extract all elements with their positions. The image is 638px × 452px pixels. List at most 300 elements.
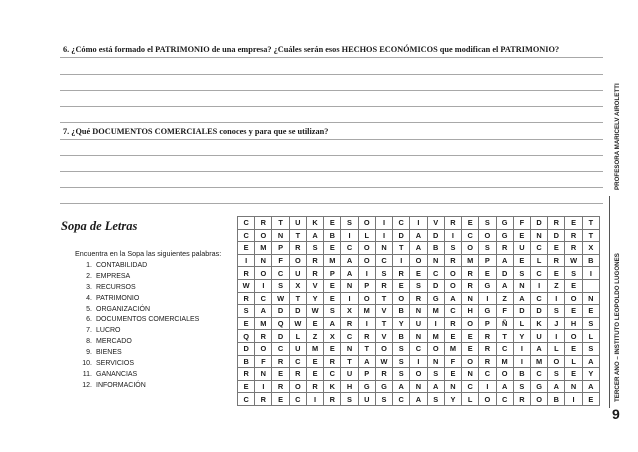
grid-cell: I xyxy=(479,292,496,305)
grid-cell: T xyxy=(582,217,599,230)
grid-cell: R xyxy=(462,279,479,292)
grid-cell: E xyxy=(582,393,599,406)
grid-cell: T xyxy=(289,292,306,305)
grid-cell: A xyxy=(496,279,513,292)
grid-cell: C xyxy=(238,229,255,242)
grid-cell: Z xyxy=(306,330,323,343)
grid-cell: M xyxy=(427,330,444,343)
grid-cell: I xyxy=(530,279,547,292)
grid-cell: O xyxy=(444,267,461,280)
grid-cell: M xyxy=(462,254,479,267)
grid-cell: L xyxy=(513,317,530,330)
word-list-item xyxy=(80,315,199,326)
grid-cell: R xyxy=(272,355,289,368)
grid-cell: E xyxy=(306,368,323,381)
grid-cell: K xyxy=(530,317,547,330)
grid-cell: E xyxy=(462,217,479,230)
grid-cell: A xyxy=(530,342,547,355)
grid-cell: I xyxy=(375,217,392,230)
grid-cell: U xyxy=(513,242,530,255)
grid-cell: N xyxy=(255,368,272,381)
grid-cell: I xyxy=(341,229,358,242)
word-list-item xyxy=(80,272,199,283)
grid-cell: T xyxy=(272,217,289,230)
grid-cell: I xyxy=(393,254,410,267)
grid-cell: Q xyxy=(272,317,289,330)
grid-cell: U xyxy=(530,330,547,343)
grid-cell: I xyxy=(255,380,272,393)
grid-row xyxy=(238,292,600,305)
grid-cell: W xyxy=(565,254,582,267)
word-list xyxy=(80,261,199,392)
grid-cell: E xyxy=(582,305,599,318)
grid-cell: I xyxy=(513,342,530,355)
grid-cell: R xyxy=(462,267,479,280)
grid-cell: G xyxy=(358,380,375,393)
grid-cell: I xyxy=(358,267,375,280)
grid-cell: E xyxy=(513,254,530,267)
answer-line xyxy=(60,139,603,140)
grid-cell: C xyxy=(341,330,358,343)
grid-cell: P xyxy=(358,368,375,381)
grid-cell: M xyxy=(444,342,461,355)
grid-row xyxy=(238,330,600,343)
grid-cell: S xyxy=(272,279,289,292)
grid-cell: A xyxy=(341,267,358,280)
grid-cell: C xyxy=(289,393,306,406)
grid-cell: D xyxy=(530,305,547,318)
professor-name: PROFESORA MARICELV AIROLETTI xyxy=(614,83,621,190)
grid-cell: U xyxy=(410,317,427,330)
grid-cell: E xyxy=(324,242,341,255)
grid-cell: S xyxy=(427,368,444,381)
grid-cell: E xyxy=(565,342,582,355)
word-list-item xyxy=(80,261,199,272)
grid-cell: R xyxy=(272,380,289,393)
grid-cell: C xyxy=(530,267,547,280)
word-search-grid xyxy=(237,216,600,406)
grid-cell: P xyxy=(324,267,341,280)
grid-cell: T xyxy=(341,355,358,368)
grid-cell: C xyxy=(496,342,513,355)
grid-cell: E xyxy=(462,330,479,343)
word-list-item xyxy=(80,326,199,337)
grid-cell: O xyxy=(565,292,582,305)
grid-cell: S xyxy=(375,267,392,280)
grid-cell: E xyxy=(272,393,289,406)
grid-cell: L xyxy=(548,342,565,355)
grid-cell: A xyxy=(306,229,323,242)
grid-cell: R xyxy=(565,229,582,242)
word-text: BIENES xyxy=(96,349,122,357)
grid-cell: Y xyxy=(393,317,410,330)
grid-cell: C xyxy=(530,368,547,381)
grid-cell: I xyxy=(341,292,358,305)
grid-cell: X xyxy=(582,242,599,255)
grid-cell: G xyxy=(496,217,513,230)
grid-cell: B xyxy=(393,330,410,343)
grid-cell: C xyxy=(238,217,255,230)
grid-cell: C xyxy=(530,292,547,305)
grid-cell: C xyxy=(393,217,410,230)
grid-cell: E xyxy=(238,380,255,393)
grid-cell: M xyxy=(427,305,444,318)
grid-cell: A xyxy=(410,242,427,255)
grid-cell: I xyxy=(427,317,444,330)
grid-cell: N xyxy=(427,254,444,267)
grid-cell: I xyxy=(513,355,530,368)
grid-cell: G xyxy=(530,380,547,393)
answer-line xyxy=(60,171,603,172)
grid-cell: W xyxy=(238,279,255,292)
page-number: 9 xyxy=(612,406,620,422)
grid-cell: N xyxy=(582,292,599,305)
word-number: 2. xyxy=(86,272,92,280)
grid-cell: X xyxy=(324,330,341,343)
grid-cell: C xyxy=(427,267,444,280)
grid-cell: V xyxy=(427,217,444,230)
grid-cell: X xyxy=(341,305,358,318)
grid-cell: K xyxy=(324,380,341,393)
grid-cell: C xyxy=(393,393,410,406)
grid-cell: C xyxy=(272,342,289,355)
grid-cell: H xyxy=(341,380,358,393)
grid-cell: L xyxy=(462,393,479,406)
grid-row xyxy=(238,279,600,292)
grid-cell: L xyxy=(582,330,599,343)
grid-cell: K xyxy=(306,217,323,230)
grid-cell: O xyxy=(479,229,496,242)
grid-cell: G xyxy=(496,229,513,242)
grid-cell: W xyxy=(289,317,306,330)
grid-cell: S xyxy=(306,242,323,255)
grid-cell: R xyxy=(479,342,496,355)
grid-cell: F xyxy=(513,217,530,230)
word-number: 10. xyxy=(82,360,92,368)
grid-cell: A xyxy=(496,380,513,393)
grid-cell: D xyxy=(530,217,547,230)
grid-cell: I xyxy=(565,393,582,406)
grid-cell: R xyxy=(238,292,255,305)
grid-cell: A xyxy=(410,229,427,242)
grid-cell: S xyxy=(582,342,599,355)
grid-cell: O xyxy=(393,292,410,305)
grid-cell: N xyxy=(341,342,358,355)
grid-cell: O xyxy=(289,380,306,393)
grid-cell: Y xyxy=(306,292,323,305)
grid-cell: V xyxy=(375,330,392,343)
grid-cell: S xyxy=(444,242,461,255)
grid-cell: S xyxy=(238,305,255,318)
grid-cell: P xyxy=(479,317,496,330)
grid-cell: R xyxy=(306,254,323,267)
grid-cell: R xyxy=(375,368,392,381)
grid-cell: O xyxy=(496,368,513,381)
grid-cell: R xyxy=(565,242,582,255)
grid-cell: A xyxy=(548,380,565,393)
margin-divider xyxy=(609,196,610,408)
grid-row xyxy=(238,368,600,381)
grid-cell: A xyxy=(582,380,599,393)
grid-cell: S xyxy=(341,393,358,406)
grid-cell: O xyxy=(375,342,392,355)
grid-cell: A xyxy=(324,317,341,330)
word-text: INFORMACIÓN xyxy=(96,381,146,389)
grid-cell: I xyxy=(358,317,375,330)
grid-cell: N xyxy=(410,305,427,318)
grid-cell: H xyxy=(565,317,582,330)
grid-cell: M xyxy=(496,355,513,368)
grid-cell: O xyxy=(410,254,427,267)
answer-line xyxy=(60,90,603,91)
grid-cell: S xyxy=(548,368,565,381)
grid-cell: A xyxy=(496,254,513,267)
grid-cell: E xyxy=(324,292,341,305)
grid-cell: I xyxy=(548,330,565,343)
grid-cell: R xyxy=(255,330,272,343)
grid-cell: R xyxy=(444,254,461,267)
grid-cell: U xyxy=(358,393,375,406)
grid-cell xyxy=(582,279,599,292)
grid-cell: C xyxy=(324,368,341,381)
question-7: 7. ¿Qué DOCUMENTOS COMERCIALES conoces y para que se utilizan? xyxy=(63,127,329,136)
grid-cell: R xyxy=(444,317,461,330)
grid-cell: R xyxy=(548,217,565,230)
grid-cell: Z xyxy=(548,279,565,292)
grid-cell: M xyxy=(255,317,272,330)
grid-cell: T xyxy=(375,317,392,330)
grid-cell: S xyxy=(427,393,444,406)
grid-cell: V xyxy=(306,279,323,292)
word-number: 4. xyxy=(86,294,92,302)
grid-row xyxy=(238,229,600,242)
grid-cell: D xyxy=(289,305,306,318)
word-text: PATRIMONIO xyxy=(96,294,140,302)
grid-cell: R xyxy=(306,267,323,280)
grid-cell: S xyxy=(341,217,358,230)
grid-cell: R xyxy=(513,393,530,406)
grid-cell: Y xyxy=(582,368,599,381)
grid-cell: X xyxy=(289,279,306,292)
grid-cell: E xyxy=(324,342,341,355)
grid-cell: R xyxy=(444,217,461,230)
grid-cell: S xyxy=(375,393,392,406)
grid-cell: N xyxy=(530,229,547,242)
grid-cell: R xyxy=(238,368,255,381)
grid-cell: O xyxy=(530,393,547,406)
grid-cell: W xyxy=(272,292,289,305)
grid-cell: D xyxy=(272,330,289,343)
grid-cell: N xyxy=(272,229,289,242)
word-number: 1. xyxy=(86,262,92,269)
grid-cell: E xyxy=(565,368,582,381)
grid-cell: Q xyxy=(238,330,255,343)
grid-cell: N xyxy=(341,279,358,292)
grid-row xyxy=(238,393,600,406)
grid-cell: A xyxy=(393,380,410,393)
grid-cell: P xyxy=(272,242,289,255)
grid-cell: C xyxy=(238,393,255,406)
grid-cell: M xyxy=(358,305,375,318)
grid-cell: O xyxy=(548,355,565,368)
grid-cell: B xyxy=(238,355,255,368)
grid-cell: G xyxy=(479,305,496,318)
grid-cell: T xyxy=(496,330,513,343)
grid-cell: E xyxy=(479,267,496,280)
grid-cell: S xyxy=(582,317,599,330)
grid-cell: L xyxy=(530,254,547,267)
grid-cell: W xyxy=(306,305,323,318)
grid-cell: I xyxy=(375,229,392,242)
grid-cell: R xyxy=(410,292,427,305)
grid-cell: R xyxy=(289,242,306,255)
course-label: TERCER AÑO – INSTITUTO LEOPOLDO LUGONES xyxy=(614,253,621,402)
sopa-instructions: Encuentra en la Sopa las siguientes palabras: xyxy=(75,249,222,258)
grid-cell: N xyxy=(513,279,530,292)
grid-cell: A xyxy=(513,292,530,305)
word-text: CONTABILIDAD xyxy=(96,262,148,269)
grid-row xyxy=(238,342,600,355)
grid-cell: M xyxy=(324,254,341,267)
grid-cell: A xyxy=(444,292,461,305)
grid-cell: O xyxy=(255,342,272,355)
grid-cell: O xyxy=(462,317,479,330)
grid-cell: R xyxy=(238,267,255,280)
word-text: RECURSOS xyxy=(96,283,136,291)
grid-cell: D xyxy=(427,229,444,242)
grid-row xyxy=(238,317,600,330)
word-list-item xyxy=(80,370,199,381)
grid-cell: O xyxy=(358,217,375,230)
grid-cell: C xyxy=(462,229,479,242)
grid-cell: R xyxy=(306,380,323,393)
grid-cell: O xyxy=(427,342,444,355)
word-number: 9. xyxy=(86,349,92,357)
grid-cell: R xyxy=(289,368,306,381)
grid-cell: S xyxy=(513,380,530,393)
grid-cell: B xyxy=(548,393,565,406)
grid-cell: S xyxy=(324,305,341,318)
grid-cell: R xyxy=(479,355,496,368)
grid-cell: O xyxy=(358,292,375,305)
grid-cell: N xyxy=(444,380,461,393)
grid-cell: C xyxy=(341,242,358,255)
grid-cell: T xyxy=(375,292,392,305)
grid-cell: J xyxy=(548,317,565,330)
grid-cell: D xyxy=(496,267,513,280)
grid-cell: U xyxy=(341,368,358,381)
grid-cell: R xyxy=(341,317,358,330)
grid-cell: I xyxy=(410,217,427,230)
grid-cell: C xyxy=(375,254,392,267)
grid-cell: H xyxy=(462,305,479,318)
grid-cell: G xyxy=(427,292,444,305)
grid-cell: C xyxy=(255,292,272,305)
grid-cell: R xyxy=(375,279,392,292)
answer-line xyxy=(60,122,603,123)
grid-cell: F xyxy=(255,355,272,368)
grid-cell: B xyxy=(393,305,410,318)
grid-cell: O xyxy=(479,393,496,406)
grid-cell: O xyxy=(462,242,479,255)
grid-cell: O xyxy=(565,330,582,343)
grid-cell: R xyxy=(548,254,565,267)
grid-cell: S xyxy=(513,267,530,280)
grid-cell: I xyxy=(255,279,272,292)
grid-cell: E xyxy=(306,317,323,330)
grid-cell: L xyxy=(565,355,582,368)
grid-row xyxy=(238,380,600,393)
word-text: EMPRESA xyxy=(96,272,131,280)
grid-cell: V xyxy=(375,305,392,318)
grid-cell: B xyxy=(513,368,530,381)
grid-cell: N xyxy=(565,380,582,393)
word-number: 5. xyxy=(86,305,92,313)
grid-cell: I xyxy=(582,267,599,280)
grid-cell: L xyxy=(289,330,306,343)
grid-cell: B xyxy=(427,242,444,255)
grid-cell: C xyxy=(272,267,289,280)
grid-cell: O xyxy=(358,242,375,255)
grid-cell: Z xyxy=(496,292,513,305)
word-list-item xyxy=(80,305,199,316)
word-list-item xyxy=(80,348,199,359)
grid-cell: R xyxy=(255,393,272,406)
grid-cell: C xyxy=(496,393,513,406)
grid-cell: O xyxy=(410,368,427,381)
word-number: 11. xyxy=(82,370,92,378)
grid-cell: A xyxy=(410,393,427,406)
grid-row xyxy=(238,242,600,255)
answer-line xyxy=(60,106,603,107)
grid-row xyxy=(238,254,600,267)
grid-cell: D xyxy=(427,279,444,292)
grid-cell: N xyxy=(462,292,479,305)
grid-cell: S xyxy=(393,355,410,368)
grid-cell: E xyxy=(238,317,255,330)
grid-cell: E xyxy=(393,279,410,292)
grid-cell: D xyxy=(548,229,565,242)
grid-cell: S xyxy=(393,368,410,381)
grid-cell: Y xyxy=(444,393,461,406)
grid-cell: E xyxy=(324,217,341,230)
grid-cell: T xyxy=(289,229,306,242)
word-list-item xyxy=(80,337,199,348)
grid-cell: E xyxy=(548,242,565,255)
grid-cell: G xyxy=(479,279,496,292)
grid-cell: A xyxy=(255,305,272,318)
grid-cell: C xyxy=(444,305,461,318)
grid-cell: N xyxy=(375,242,392,255)
grid-cell: P xyxy=(479,254,496,267)
grid-cell: A xyxy=(341,254,358,267)
grid-cell: E xyxy=(565,279,582,292)
grid-cell: O xyxy=(289,254,306,267)
grid-cell: E xyxy=(565,305,582,318)
grid-cell: R xyxy=(255,217,272,230)
answer-line xyxy=(60,203,603,204)
grid-cell: C xyxy=(530,242,547,255)
grid-cell: O xyxy=(255,267,272,280)
word-number: 3. xyxy=(86,283,92,291)
grid-cell: R xyxy=(324,355,341,368)
word-list-item xyxy=(80,381,199,392)
grid-cell: G xyxy=(375,380,392,393)
word-text: GANANCIAS xyxy=(96,370,138,378)
word-number: 7. xyxy=(86,327,92,335)
grid-cell: E xyxy=(565,217,582,230)
grid-cell: S xyxy=(565,267,582,280)
